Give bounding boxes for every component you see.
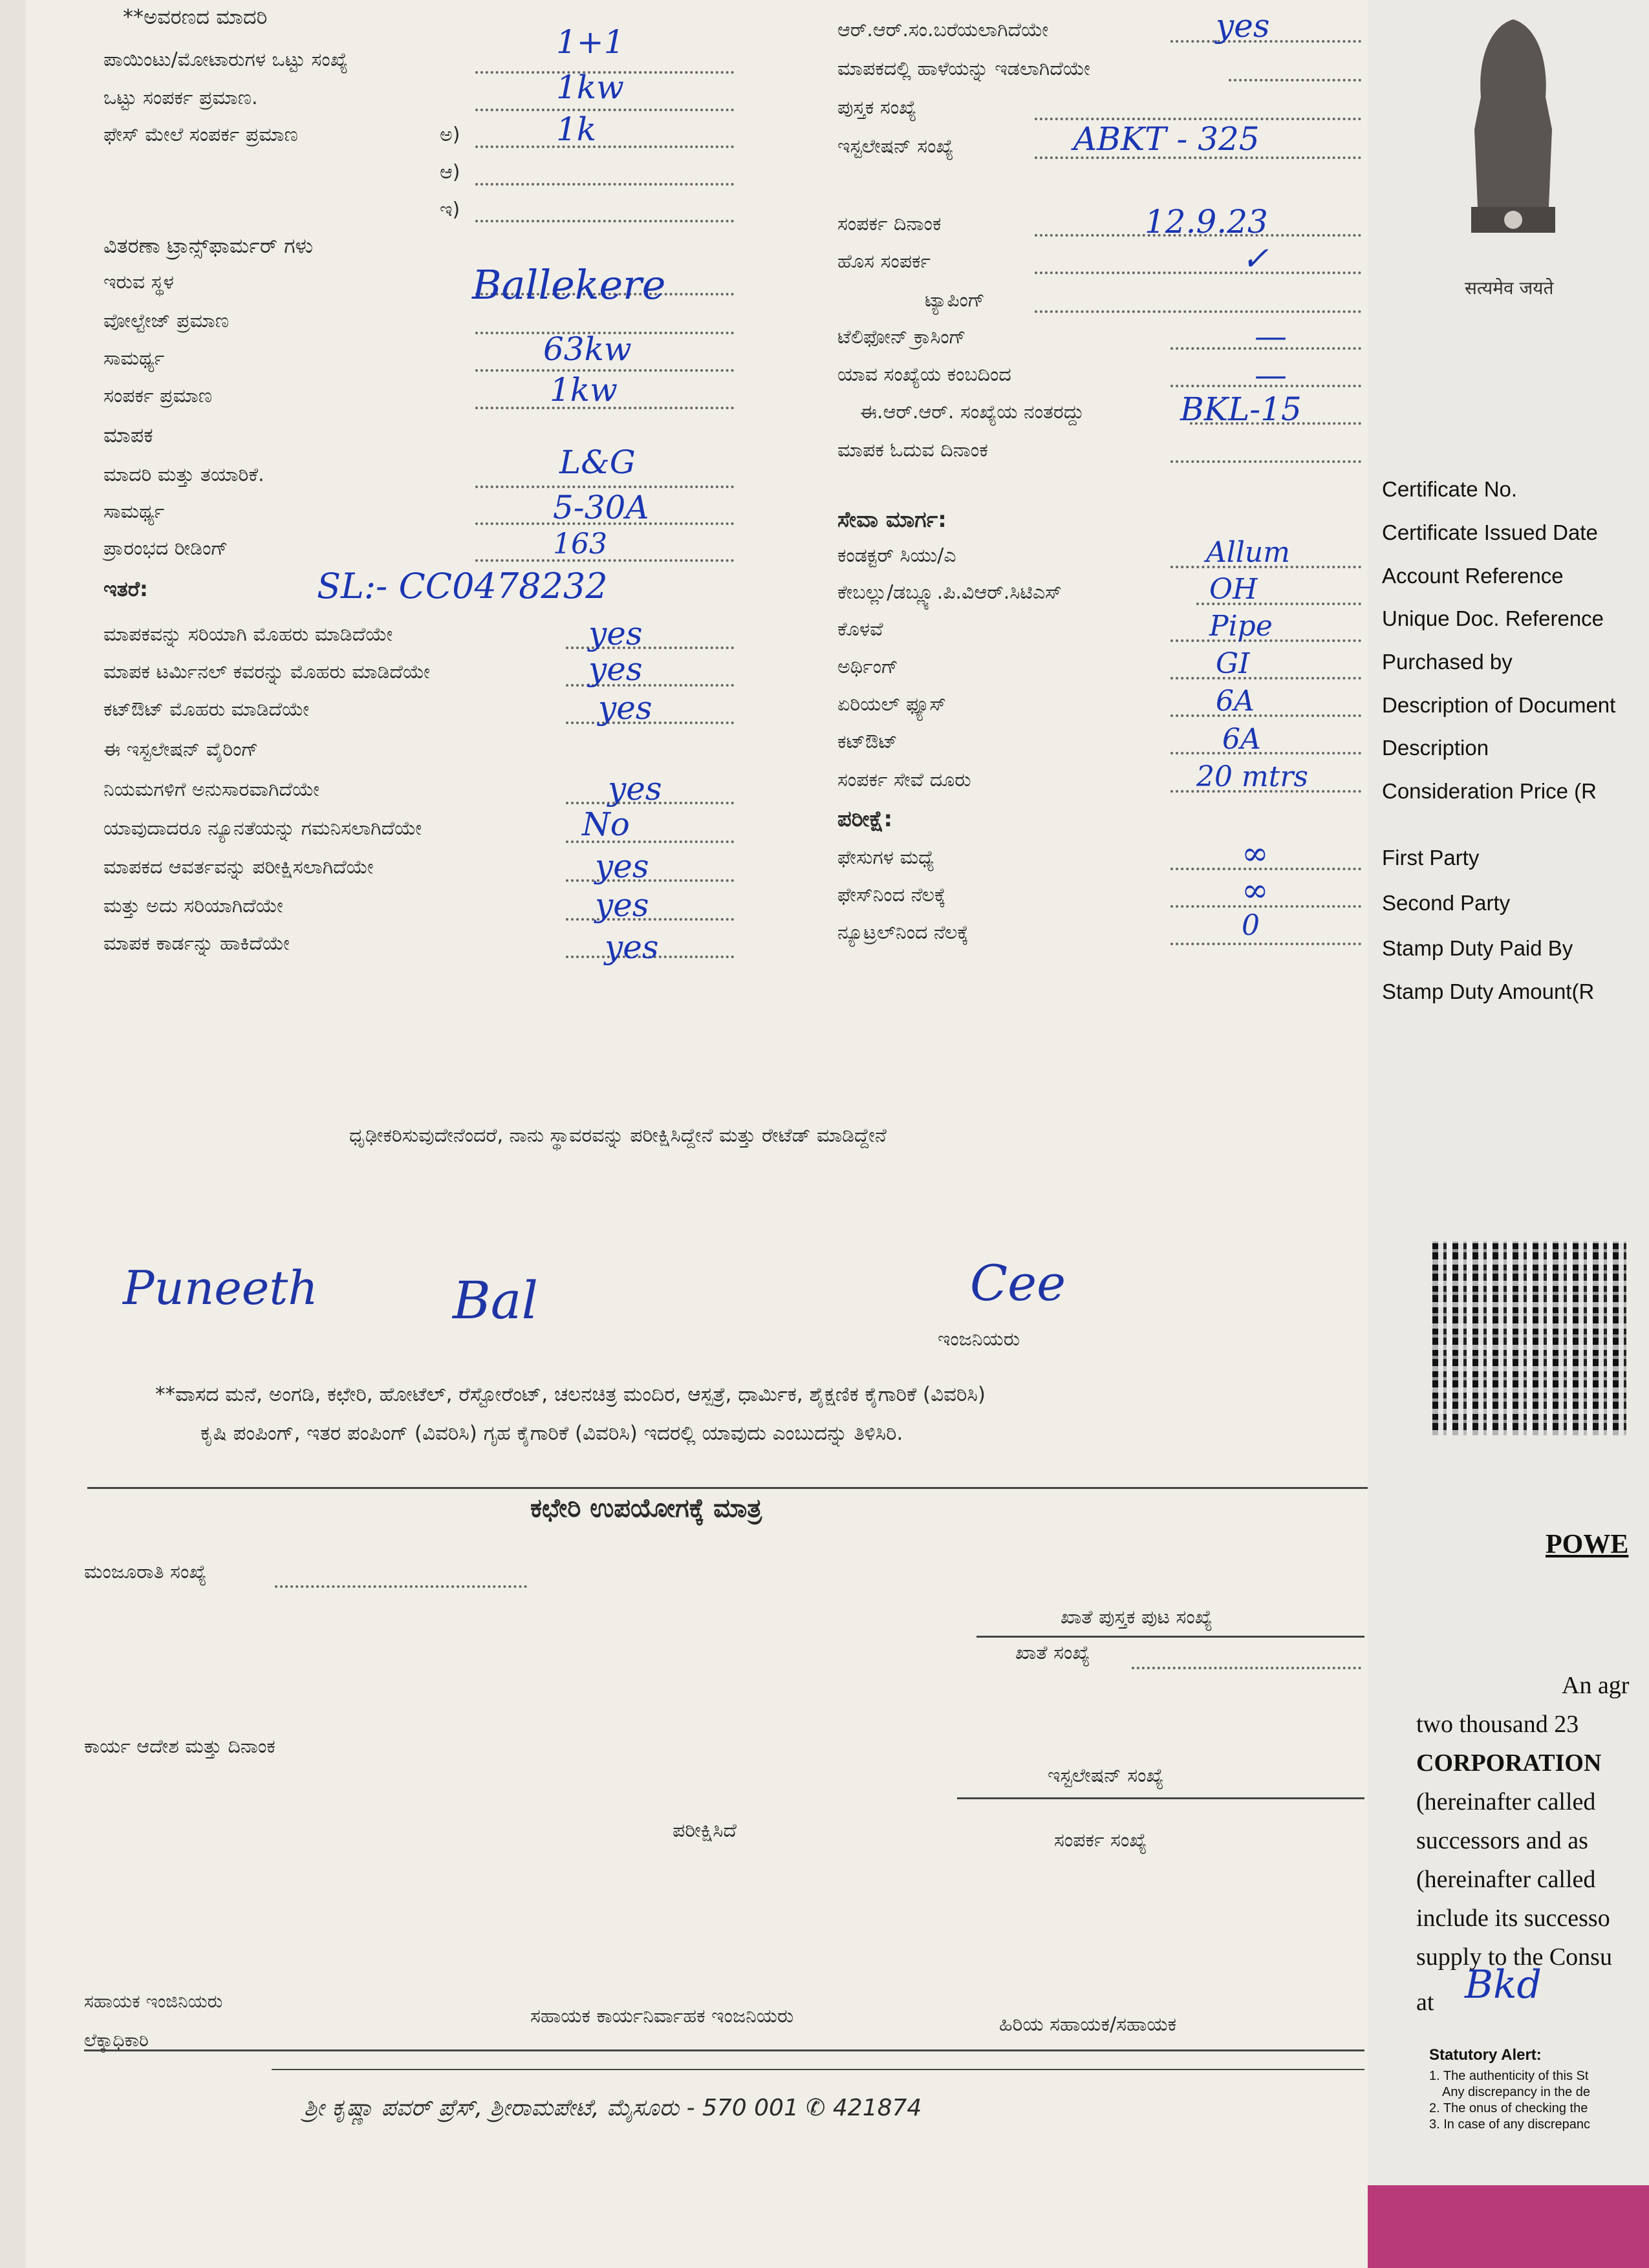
- field-line: [976, 1636, 1364, 1638]
- field-label-rr-written: ಆರ್.ಆರ್.ಸಂ.ಬರೆಯಲಾಗಿದೆಯೇ: [837, 19, 1049, 41]
- handwritten-value: Allum: [1206, 536, 1290, 569]
- stamp-label-consideration: Consideration Price (R: [1382, 779, 1597, 803]
- transformer-heading: ವಿತರಣಾ ಟ್ರಾನ್ಸ್‌ಫಾರ್ಮರ್ ಗಳು: [103, 233, 314, 258]
- field-line: [275, 1585, 527, 1588]
- stamp-body-line: (hereinafter called: [1416, 1866, 1596, 1893]
- stamp-label-issued-date: Certificate Issued Date: [1382, 520, 1598, 544]
- field-line: [1229, 79, 1361, 81]
- field-label-capacity: ಸಾಮರ್ಥ್ಯ: [103, 347, 165, 370]
- handwritten-value: —: [1255, 356, 1287, 394]
- signature-puneeth: Puneeth: [123, 1261, 318, 1315]
- handwritten-value: ✓: [1242, 240, 1269, 277]
- signature-line: [84, 2049, 1364, 2051]
- handwritten-value: yes: [598, 689, 652, 727]
- stamp-label-unique-doc: Unique Doc. Reference: [1382, 606, 1604, 630]
- handwritten-value: GI: [1216, 647, 1250, 680]
- field-line: [1035, 310, 1361, 313]
- field-label-meter-capacity: ಸಾಮರ್ಥ್ಯ: [103, 500, 165, 523]
- stamp-label-account-ref: Account Reference: [1382, 564, 1564, 588]
- stamp-body-line: include its successo: [1416, 1905, 1610, 1932]
- field-label-pipe: ಕೊಳವೆ: [837, 618, 883, 641]
- field-label-pole-no: ಯಾವ ಸಂಖ್ಯೆಯ ಕಂಬದಿಂದ: [837, 363, 1011, 386]
- test-label-between-phases: ಫೇಸುಗಳ ಮಧ್ಯೆ: [837, 846, 934, 869]
- emblem-motto: सत्यमेव जयते: [1465, 277, 1554, 299]
- handwritten-value: Pipe: [1209, 610, 1273, 643]
- check-label-terminal-sealed: ಮಾಪಕ ಟರ್ಮಿನಲ್ ಕವರನ್ನು ಮೊಹರು ಮಾಡಿದೆಯೇ: [103, 661, 430, 683]
- signature-engineer: Cee: [970, 1254, 1066, 1312]
- statutory-alert-line: Any discrepancy in the de: [1442, 2085, 1591, 2099]
- check-label-rules: ನಿಯಮಗಳಿಗೆ ಅನುಸಾರವಾಗಿದೆಯೇ: [103, 778, 320, 801]
- statutory-alert-title: Statutory Alert:: [1429, 2046, 1542, 2064]
- magenta-sheet-edge: [1368, 2185, 1649, 2268]
- field-label-telephone-crossing: ಟೆಲಿಫೋನ್ ಕ್ರಾಸಿಂಗ್: [837, 326, 966, 348]
- field-sub-aa: ಆ): [440, 161, 460, 184]
- field-label-tapping: ಟ್ಯಾಪಿಂಗ್: [925, 289, 985, 312]
- handwritten-value: yes: [608, 770, 662, 808]
- statutory-alert-line: 3. In case of any discrepanc: [1429, 2117, 1591, 2132]
- handwritten-value: BKL-15: [1180, 390, 1302, 428]
- field-label-new-connection: ಹೊಸ ಸಂಪರ್ಕ: [837, 250, 931, 273]
- field-line: [475, 183, 734, 186]
- field-line: [475, 109, 734, 111]
- field-line: [1170, 460, 1361, 463]
- field-label-sheet-kept: ಮಾಪಕದಲ್ಲಿ ಹಾಳೆಯನ್ನು ಇಡಲಾಗಿದೆಯೇ: [837, 58, 1090, 80]
- certify-text: ಧೃಢೀಕರಿಸುವುದೇನೆಂದರೆ, ನಾನು ಸ್ಥಾವರವನ್ನು ಪರೀಕ್ಷಿಸಿದ್ದೇನೆ ಮತ್ತು ರೇಟೆಡ್ ಮಾಡಿದ್ದೇನೆ: [349, 1124, 887, 1147]
- handwritten-value: 1kw: [550, 371, 618, 409]
- field-label-conductor: ಕಂಡಕ್ಟರ್ ಸಿಯು/ಎ: [837, 544, 956, 567]
- field-line: [1170, 943, 1361, 945]
- handwritten-value: Ballekere: [472, 261, 666, 308]
- handwritten-value: L&G: [559, 444, 636, 481]
- field-label-earthing: ಅರ್ಥಿಂಗ್: [837, 656, 898, 678]
- field-label-others: ಇತರೆ:: [103, 577, 148, 601]
- field-line: [1170, 714, 1361, 717]
- stamp-body-line: two thousand 23: [1416, 1711, 1579, 1738]
- office-installation-no: ಇಸ್ಟಲೇಷನ್ ಸಂಖ್ಯೆ: [1048, 1764, 1164, 1787]
- field-label-phase-load: ಫೇಸ್ ಮೇಲೆ ಸಂಪರ್ಕ ಪ್ರಮಾಣ: [103, 123, 298, 146]
- meter-heading: ಮಾಪಕ: [103, 423, 153, 447]
- field-label-total-points: ಪಾಯಿಂಟು/ಮೋಟಾರುಗಳ ಒಟ್ಟು ಸಂಖ್ಯೆ: [103, 48, 348, 71]
- field-label-reading-date: ಮಾಪಕ ಓದುವ ದಿನಾಂಕ: [837, 439, 988, 462]
- field-label-book-no: ಪುಸ್ತಕ ಸಂಖ್ಯೆ: [837, 96, 917, 119]
- handwritten-value: 20 mtrs: [1196, 760, 1308, 793]
- check-label-meter-card: ಮಾಪಕ ಕಾರ್ಡನ್ನು ಹಾಕಿದೆಯೇ: [103, 932, 290, 955]
- form-top-header: **ಅವರಣದ ಮಾದರಿ: [123, 5, 268, 29]
- field-label-connected-load: ಸಂಪರ್ಕ ಪ್ರಮಾಣ: [103, 385, 212, 407]
- stamp-body-line: successors and as: [1416, 1827, 1588, 1854]
- field-sub-i: ಇ): [440, 198, 460, 221]
- field-label-location: ಇರುವ ಸ್ಥಳ: [103, 271, 174, 294]
- footer-line: [272, 2069, 1364, 2070]
- stamp-label-second-party: Second Party: [1382, 891, 1511, 915]
- field-line: [475, 220, 734, 222]
- field-label-cable: ಕೇಬಲ್ಲು/ಡಬ್ಲ್ಯೂ.ಪಿ.ವಿಆರ್.ಸಿಟಿಎಸ್: [837, 581, 1062, 604]
- handwritten-value: 1+1: [556, 23, 625, 61]
- handwritten-value: ∞: [1242, 872, 1269, 909]
- check-label-meter-sealed: ಮಾಪಕವನ್ನು ಸರಿಯಾಗಿ ಮೊಹರು ಮಾಡಿದೆಯೇ: [103, 623, 393, 646]
- footnote-line-1: **ವಾಸದ ಮನೆ, ಅಂಗಡಿ, ಕಛೇರಿ, ಹೋಟೆಲ್, ರೆಸ್ಟೋರೆಂಟ್, ಚಲನಚಿತ್ರ ಮಂದಿರ, ಆಸ್ಪತ್ರೆ, ಧಾರ್ಮಿಕ, ಶೈಕ್ಷಣಿಕ ಕೈಗಾರಿಕೆ (ವಿವರಿಸಿ): [155, 1383, 986, 1406]
- handwritten-value: yes: [595, 886, 649, 924]
- engineer-label: ಇಂಜನಿಯರು: [938, 1328, 1020, 1351]
- handwritten-value: yes: [605, 928, 659, 966]
- office-ledger-page: ಖಾತೆ ಪುಸ್ತಕ ಪುಟ ಸಂಖ್ಯೆ: [1061, 1606, 1212, 1629]
- field-line: [1170, 677, 1361, 679]
- handwritten-value: 63kw: [543, 330, 632, 368]
- field-label-after-rr: ಈ.ಆರ್.ಆರ್. ಸಂಖ್ಯೆಯ ನಂತರದ್ದು: [860, 401, 1084, 423]
- handwritten-value: 6A: [1216, 685, 1255, 718]
- handwritten-value: 0: [1242, 909, 1260, 942]
- handwritten-value: OH: [1209, 573, 1258, 606]
- handwritten-place: Bkd: [1465, 1962, 1542, 2007]
- field-line: [1170, 752, 1361, 754]
- handwritten-value: 12.9.23: [1145, 203, 1268, 241]
- field-label-make: ಮಾದರಿ ಮತ್ತು ತಯಾರಿಕೆ.: [103, 464, 264, 486]
- handwritten-value: 163: [553, 528, 607, 561]
- field-label-installation-no: ಇಸ್ಟಲೇಷನ್ ಸಂಖ್ಯೆ: [837, 135, 954, 158]
- stamp-label-purchased-by: Purchased by: [1382, 650, 1513, 674]
- press-line: ಶ್ರೀ ಕೃಷ್ಣಾ ಪವರ್ ಪ್ರೆಸ್, ಶ್ರೀರಾಮಪೇಟೆ, ಮೈಸೂರು - 570 001 ✆ 421874: [304, 2095, 922, 2121]
- office-checked: ಪರೀಕ್ಷಿಸಿದೆ: [673, 1819, 737, 1842]
- stamp-body-line: supply to the Consu: [1416, 1943, 1612, 1971]
- office-sanction-no: ಮಂಜೂರಾತಿ ಸಂಖ್ಯೆ: [84, 1561, 207, 1583]
- handwritten-value: ABKT - 325: [1073, 120, 1260, 158]
- statutory-alert-line: 2. The onus of checking the: [1429, 2101, 1588, 2115]
- stamp-body-line: (hereinafter called: [1416, 1788, 1596, 1815]
- field-label-initial-reading: ಪ್ರಾರಂಭದ ರೀಡಿಂಗ್: [103, 537, 228, 560]
- stamp-label-duty-paid-by: Stamp Duty Paid By: [1382, 936, 1573, 960]
- handwritten-value: 5-30A: [553, 489, 649, 526]
- field-line: [566, 918, 734, 921]
- stamp-label-certificate-no: Certificate No.: [1382, 477, 1518, 501]
- stamp-label-duty-amount: Stamp Duty Amount(R: [1382, 979, 1595, 1003]
- office-connection-no: ಸಂಪರ್ಕ ಸಂಖ್ಯೆ: [1054, 1829, 1147, 1852]
- handwritten-value: 1kw: [556, 69, 624, 106]
- field-label-cutout: ಕಟ್‌ಔಟ್: [837, 731, 898, 753]
- field-sub-a: ಅ): [440, 123, 460, 146]
- stamp-paper: [1368, 0, 1649, 2185]
- field-label-total-load: ಒಟ್ಟು ಸಂಪರ್ಕ ಪ್ರಮಾಣ.: [103, 87, 258, 109]
- field-line: [957, 1797, 1364, 1799]
- field-label-service-distance: ಸಂಪರ್ಕ ಸೇವೆ ದೂರು: [837, 769, 971, 791]
- check-label-defects: ಯಾವುದಾದರೂ ನ್ಯೂನತೆಯನ್ನು ಗಮನಿಸಲಾಗಿದೆಯೇ: [103, 817, 422, 840]
- office-work-order: ಕಾರ್ಯ ಆದೇಶ ಮತ್ತು ದಿನಾಂಕ: [84, 1735, 275, 1758]
- field-line: [1132, 1667, 1361, 1669]
- handwritten-value: 6A: [1222, 723, 1261, 756]
- office-aee: ಸಹಾಯಕ ಕಾರ್ಯನಿರ್ವಾಹಕ ಇಂಜನಿಯರು: [530, 2005, 794, 2027]
- statutory-alert-line: 1. The authenticity of this St: [1429, 2069, 1589, 2083]
- service-heading: ಸೇವಾ ಮಾರ್ಗ:: [837, 507, 947, 533]
- section-divider: [87, 1487, 1368, 1489]
- handwritten-value: yes: [588, 615, 643, 652]
- stamp-label-description: Description: [1382, 736, 1489, 760]
- field-label-aerial-fuse: ಏರಿಯಲ್ ಫ್ಯೂಸ್: [837, 693, 947, 716]
- office-account-no: ಖಾತೆ ಸಂಖ್ಯೆ: [1015, 1642, 1090, 1664]
- office-senior-asst: ಹಿರಿಯ ಸಹಾಯಕ/ಸಹಾಯಕ: [999, 2013, 1177, 2036]
- stamp-title: POWE: [1546, 1530, 1629, 1559]
- check-label-correct: ಮತ್ತು ಅದು ಸರಿಯಾಗಿದೆಯೇ: [103, 895, 283, 917]
- handwritten-value: ∞: [1242, 835, 1269, 872]
- handwritten-value: yes: [1216, 7, 1270, 45]
- test-label-neutral-earth: ನ್ಯೂಟ್ರಲ್‌ನಿಂದ ನೆಲಕ್ಕೆ: [837, 921, 969, 944]
- field-line: [475, 145, 734, 148]
- stamp-body-line: CORPORATION: [1416, 1749, 1602, 1777]
- handwritten-value: No: [582, 806, 630, 843]
- stamp-label-description-doc: Description of Document: [1382, 693, 1616, 717]
- form-page: [26, 0, 1369, 2268]
- check-label-meter-rotation: ಮಾಪಕದ ಆವರ್ತವನ್ನು ಪರೀಕ್ಷಿಸಲಾಗಿದೆಯೇ: [103, 856, 374, 879]
- office-asst-engineer: ಸಹಾಯಕ ಇಂಜಿನಿಯರು: [84, 1991, 223, 2012]
- handwritten-value: 1k: [556, 111, 597, 148]
- check-label-cutout-sealed: ಕಟ್‌ಔಟ್ ಮೊಹರು ಮಾಡಿದೆಯೇ: [103, 698, 310, 721]
- stamp-body-line: An agr: [1562, 1672, 1630, 1699]
- field-line: [1035, 272, 1361, 274]
- handwritten-value: —: [1255, 317, 1287, 355]
- office-accountant: ಲೆಕ್ಕಾಧಿಕಾರಿ: [84, 2029, 149, 2051]
- stamp-body-line: at: [1416, 1989, 1434, 2016]
- field-line: [566, 879, 734, 882]
- check-label-wiring: ಈ ಇಸ್ಟಲೇಷನ್ ವೈರಿಂಗ್: [103, 738, 259, 761]
- handwritten-serial: SL:- CC0478232: [317, 566, 608, 606]
- signature-2: Bal: [453, 1270, 539, 1331]
- field-line: [475, 486, 734, 488]
- office-use-heading: ಕಛೇರಿ ಉಪಯೋಗಕ್ಕೆ ಮಾತ್ರ: [530, 1493, 762, 1523]
- field-label-connection-date: ಸಂಪರ್ಕ ದಿನಾಂಕ: [837, 213, 942, 235]
- national-emblem-icon: [1452, 6, 1575, 272]
- handwritten-value: yes: [588, 650, 643, 688]
- qr-code-pattern: [1432, 1241, 1626, 1435]
- test-heading: ಪರೀಕ್ಷೆ:: [837, 806, 893, 832]
- footnote-line-2: ಕೃಷಿ ಪಂಪಿಂಗ್, ಇತರ ಪಂಪಿಂಗ್ (ವಿವರಿಸಿ) ಗೃಹ ಕೈಗಾರಿಕೆ (ವಿವರಿಸಿ) ಇದರಲ್ಲಿ ಯಾವುದು ಎಂಬುದನ್ನು ತಿಳಿಸಿರಿ.: [200, 1422, 903, 1445]
- handwritten-value: yes: [595, 848, 649, 885]
- field-label-voltage: ವೋಲ್ಟೇಜ್ ಪ್ರಮಾಣ: [103, 310, 229, 332]
- test-label-phase-earth: ಫೇಸ್‌ನಿಂದ ನೆಲಕ್ಕೆ: [837, 884, 946, 906]
- stamp-label-first-party: First Party: [1382, 846, 1480, 870]
